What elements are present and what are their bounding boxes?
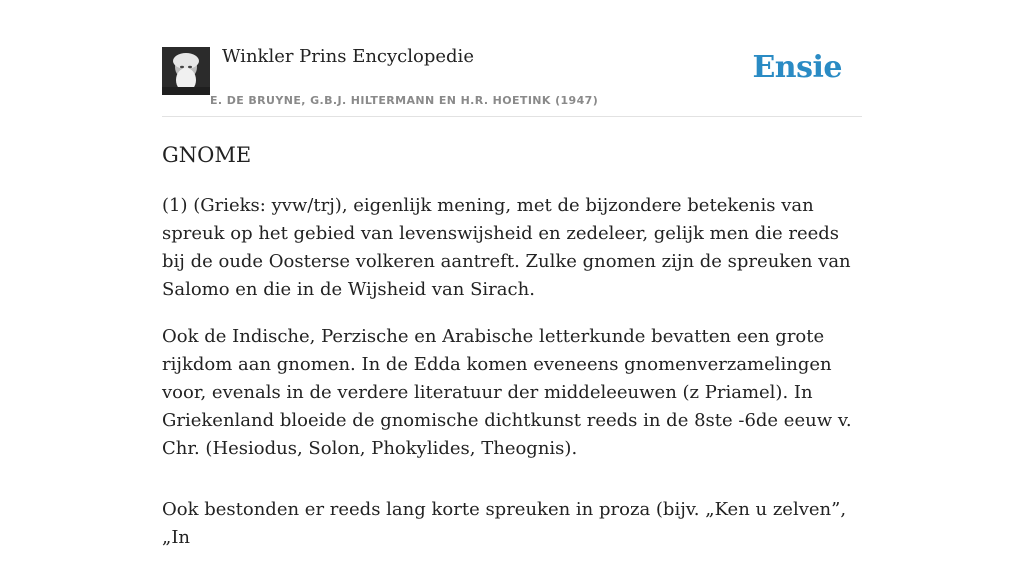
authors-line: E. DE BRUYNE, G.B.J. HILTERMANN EN H.R. HOETINK (1947) (210, 94, 599, 107)
paragraph-2: Ook de Indische, Perzische en Arabische letterkunde bevatten een grote rijkdom aan gnomen. In de Edda komen eveneens gnomenverzamelingen voor, evenals in de verdere literatuur der middeleeuwen (z Priamel). In Griekenland bloeide de gnomische dichtkunst reeds in de 8ste -6de eeuw v. Chr. (Hesiodus, Solon, Phokylides, Theognis). (162, 326, 852, 459)
paragraph-3: Ook bestonden er reeds lang korte spreuken in proza (bijv. „Ken u zelven”, „In (162, 499, 847, 548)
ensie-logo[interactable]: Ensie (752, 50, 842, 85)
page-title: GNOME (162, 143, 252, 167)
paragraph-1: (1) (Grieks: yvw/trj), eigenlijk mening, met de bijzondere betekenis van spreuk op het gebied van levenswijsheid en zedeleer, gelijk men die reeds bij de oude Oosterse volkeren aantreft. Zulke gnomen zijn de spreuken van Salomo en die in de Wijsheid van Sirach. (162, 195, 851, 300)
portrait-image (162, 47, 210, 95)
source-title[interactable]: Winkler Prins Encyclopedie (222, 46, 474, 67)
article-body (162, 140, 862, 571)
author-avatar[interactable] (162, 47, 210, 95)
page-header (162, 0, 862, 117)
